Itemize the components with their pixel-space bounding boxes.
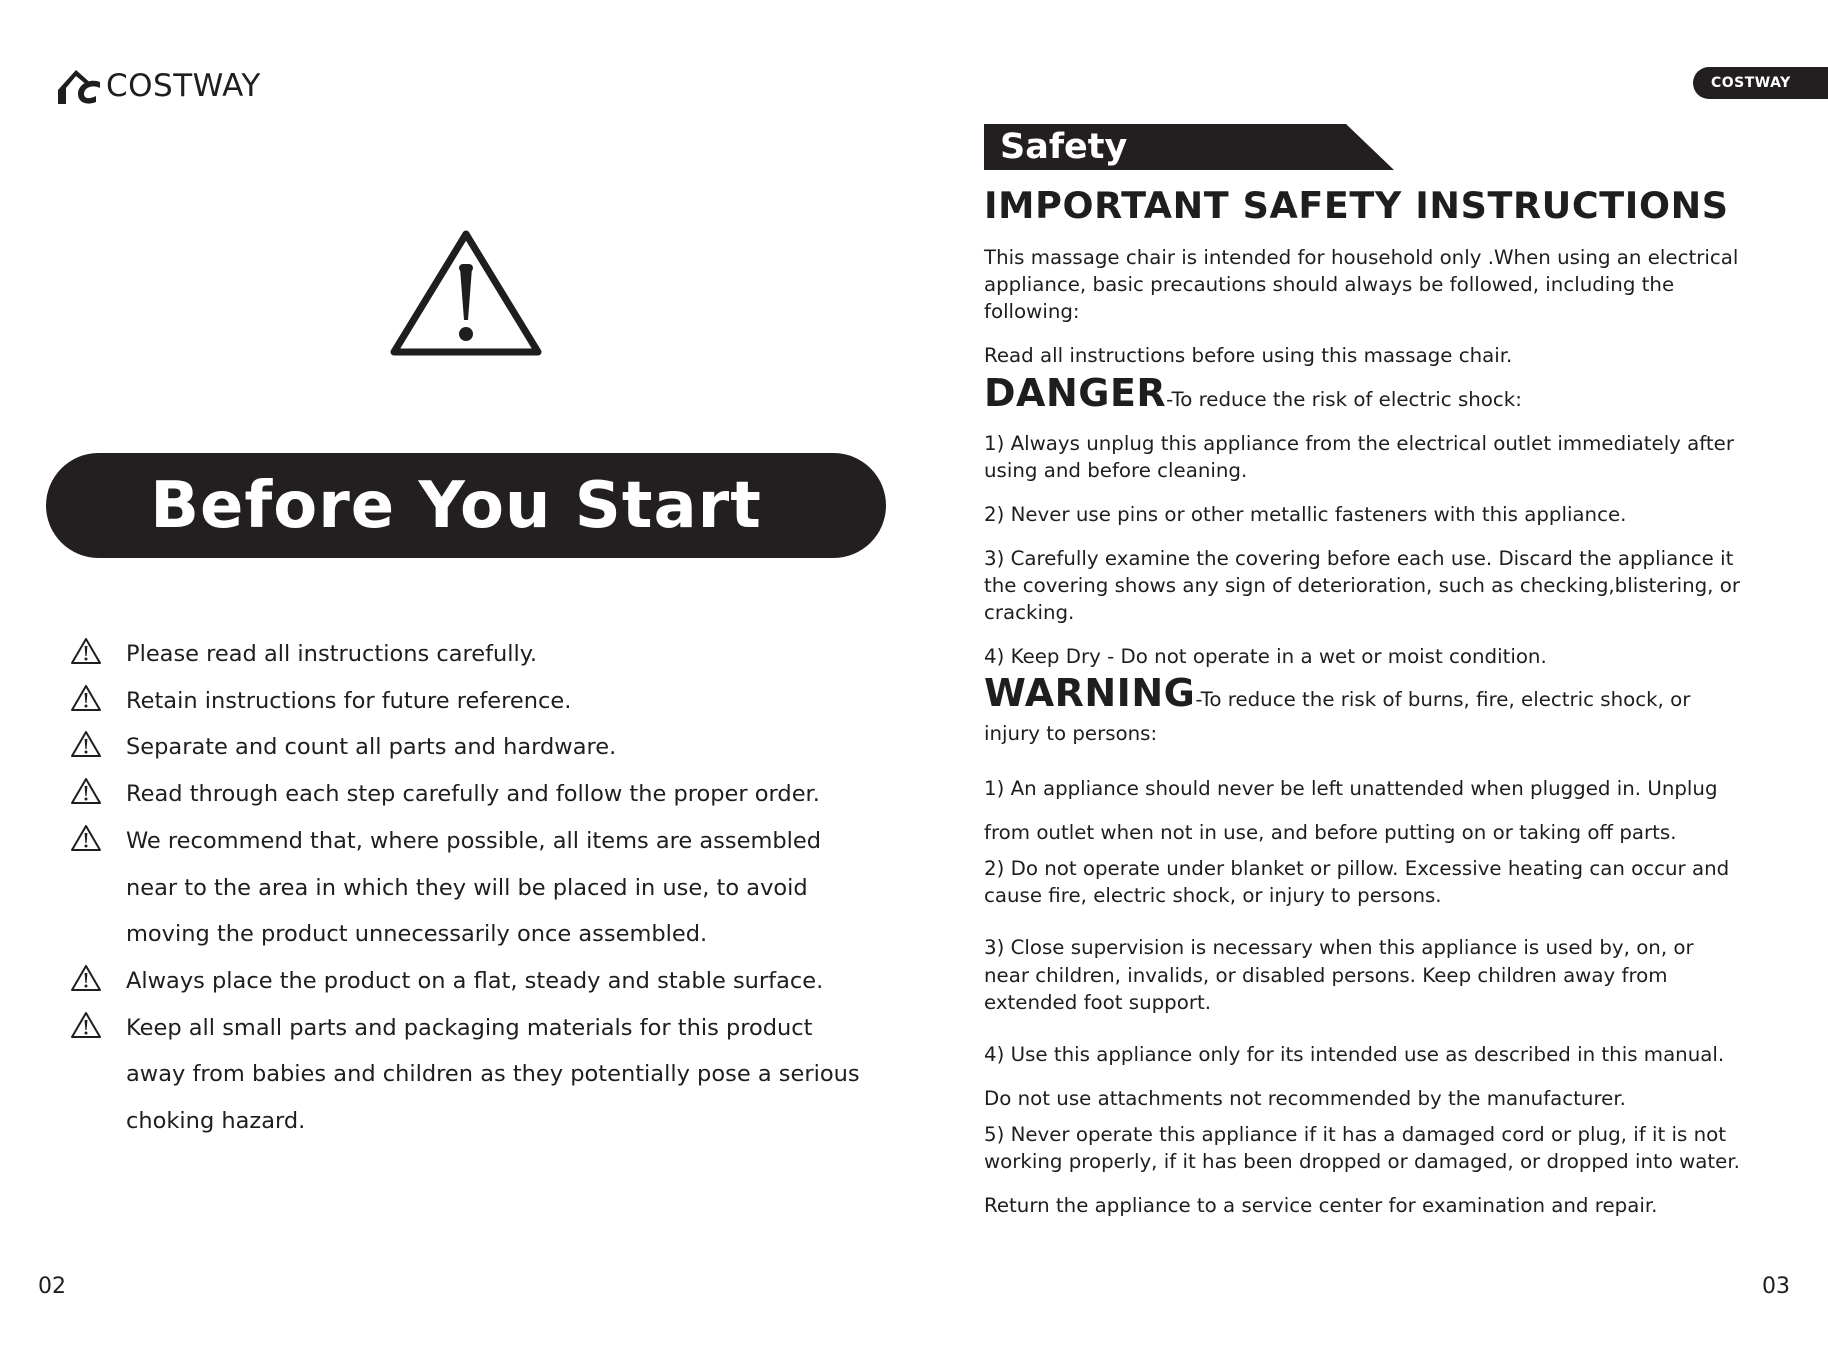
warning-item: 4) Use this appliance only for its intended use as described in this manual. [984, 1043, 1725, 1066]
safety-instructions [984, 180, 1744, 1236]
safety-heading: IMPORTANT SAFETY INSTRUCTIONS [984, 184, 1729, 227]
tip-item [70, 678, 890, 731]
tip-text: choking hazard. [126, 1108, 306, 1135]
warning-heading [984, 671, 1744, 751]
danger-item: 1) Always unplug this appliance from the electrical outlet immediately after using and before cleaning. [984, 432, 1734, 482]
house-logo-icon [54, 64, 104, 108]
warning-triangle-icon [70, 637, 102, 665]
tip-text: Read through each step carefully and follow the proper order. [126, 781, 820, 808]
tip-text: Separate and count all parts and hardware. [126, 734, 617, 761]
tip-text: Retain instructions for future reference. [126, 687, 572, 714]
warning-triangle-icon [70, 730, 102, 758]
danger-item: 4) Keep Dry - Do not operate in a wet or moist condition. [984, 645, 1547, 668]
warning-triangle-icon [70, 1011, 102, 1039]
tip-item [70, 724, 890, 777]
tip-text: Please read all instructions carefully. [126, 641, 538, 667]
page-title: Before You Start [150, 468, 762, 543]
warning-triangle-icon [70, 964, 102, 992]
warning-triangle-icon [388, 228, 544, 360]
section-title-banner [46, 453, 886, 558]
warning-triangle-icon [70, 824, 102, 852]
section-tab [984, 124, 1394, 170]
tip-item [70, 958, 890, 1011]
tip-text: near to the area in which they will be placed in use, to avoid [126, 874, 808, 901]
danger-suffix: -To reduce the risk of electric shock: [1166, 388, 1522, 411]
danger-label: DANGER [984, 371, 1167, 415]
tip-item [70, 631, 890, 684]
page-number-left: 02 [38, 1274, 66, 1299]
intro-paragraph: This massage chair is intended for household only .When using an electrical appliance, basic precautions should always be followed, including the following: [984, 246, 1739, 323]
tip-text: Keep all small parts and packaging materials for this product [126, 1014, 813, 1041]
warning-label: WARNING [984, 671, 1196, 715]
warning-triangle-icon [70, 777, 102, 805]
danger-heading [984, 373, 1744, 420]
warning-suffix: -To reduce the risk of burns, fire, electric shock, or injury to persons: [984, 688, 1691, 745]
danger-item: 3) Carefully examine the covering before each use. Discard the appliance it the covering shows any sign of deterioration, such as checking,blistering, or cracking. [984, 547, 1740, 624]
brand-wordmark: COSTWAY [106, 67, 261, 104]
tip-item [70, 818, 890, 964]
brand-logo [54, 62, 261, 110]
brand-tab-label: COSTWAY [1711, 75, 1791, 91]
danger-item: 2) Never use pins or other metallic fasteners with this appliance. [984, 503, 1627, 526]
warning-item: 1) An appliance should never be left unattended when plugged in. Unplug [984, 777, 1718, 800]
tip-text: away from babies and children as they potentially pose a serious [126, 1061, 860, 1088]
warning-item: Do not use attachments not recommended by the manufacturer. [984, 1087, 1626, 1110]
warning-triangle-icon [70, 684, 102, 712]
tip-text: moving the product unnecessarily once assembled. [126, 921, 708, 948]
warning-item: from outlet when not in use, and before putting on or taking off parts. [984, 821, 1677, 844]
safety-tips-list [70, 637, 890, 1151]
warning-item: 5) Never operate this appliance if it has a damaged cord or plug, if it is not working properly, if it has been dropped or damaged, or dropped into water. [984, 1123, 1740, 1173]
tip-text: Always place the product on a flat, steady and stable surface. [126, 967, 824, 994]
tip-item [70, 1005, 890, 1151]
read-all-paragraph: Read all instructions before using this massage chair. [984, 344, 1513, 367]
tip-item [70, 771, 890, 824]
warning-item: 2) Do not operate under blanket or pillow. Excessive heating can occur and cause fire, electric shock, or injury to persons. [984, 857, 1730, 907]
warning-item: 3) Close supervision is necessary when this appliance is used by, on, or [984, 936, 1694, 959]
section-tab-label: Safety [1000, 127, 1128, 167]
page-number-right: 03 [1762, 1274, 1790, 1299]
warning-item: Return the appliance to a service center for examination and repair. [984, 1194, 1658, 1217]
tip-text: We recommend that, where possible, all items are assembled [126, 827, 822, 854]
warning-item: near children, invalids, or disabled persons. Keep children away from extended foot support. [984, 964, 1668, 1014]
brand-tab [1693, 67, 1828, 99]
